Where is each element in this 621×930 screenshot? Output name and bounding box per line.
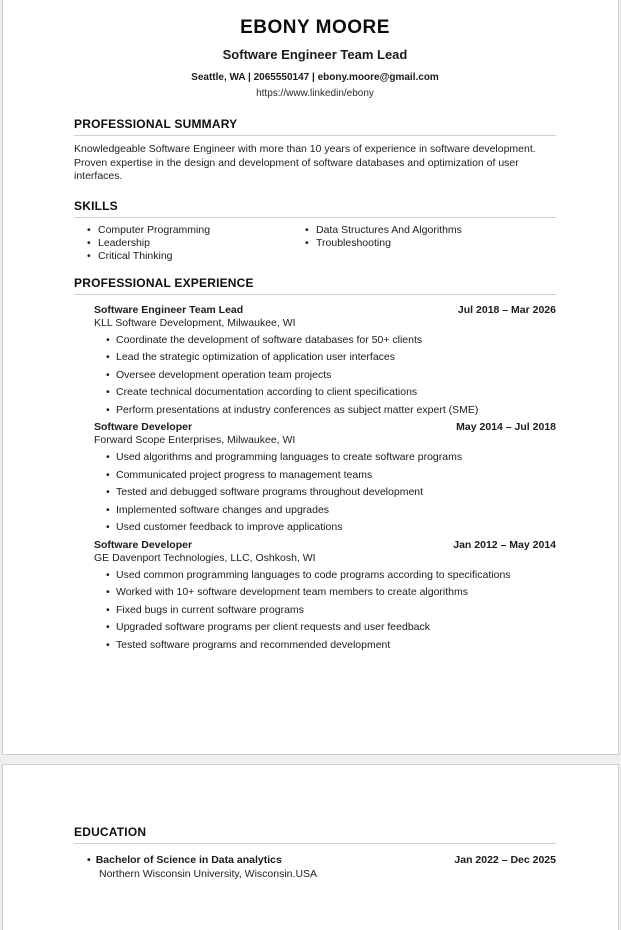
job-bullet: • Upgraded software programs per client requests and user feedback	[106, 621, 556, 634]
experience-entry-header	[94, 304, 556, 317]
education-entry	[74, 854, 556, 881]
page-2	[2, 764, 619, 930]
skills-columns	[74, 224, 556, 263]
job-title: Software Developer	[94, 538, 193, 551]
skill-item: • Leadership	[87, 237, 305, 250]
skills-column-1	[87, 224, 305, 263]
job-bullet: • Used algorithms and programming languages to create software programs	[106, 451, 556, 464]
resume-header	[74, 16, 556, 100]
page-gap	[0, 755, 621, 764]
job-bullet: • Tested and debugged software programs throughout development	[106, 486, 556, 499]
experience-entry	[94, 539, 556, 652]
job-bullet-list	[106, 334, 556, 417]
job-bullet-list	[106, 569, 556, 652]
experience-entry	[94, 304, 556, 417]
job-dates: Jan 2012 – May 2014	[453, 538, 556, 551]
summary-text: Knowledgeable Software Engineer with more than 10 years of experience in software development. Proven expertise in the design and development of software databases and optimization of user interfaces.	[74, 143, 536, 182]
job-bullet: • Lead the strategic optimization of application user interfaces	[106, 351, 556, 364]
job-bullet: • Fixed bugs in current software programs	[106, 604, 556, 617]
job-bullet: • Implemented software changes and upgrades	[106, 504, 556, 517]
contact-line: Seattle, WA | 2065550147 | ebony.moore@gmail.com	[191, 72, 439, 83]
page-1	[2, 0, 619, 755]
skill-item: • Data Structures And Algorithms	[305, 224, 523, 237]
job-company: KLL Software Development, Milwaukee, WI	[94, 316, 296, 329]
skill-item: • Troubleshooting	[305, 237, 523, 250]
experience-entry-header	[94, 421, 556, 434]
job-dates: May 2014 – Jul 2018	[456, 421, 556, 433]
job-bullet: • Create technical documentation according to client specifications	[106, 386, 556, 399]
candidate-name: EBONY MOORE	[240, 17, 390, 38]
job-bullet-list	[106, 451, 556, 534]
education-dates: Jan 2022 – Dec 2025	[454, 854, 556, 866]
job-title: Software Engineer Team Lead	[94, 303, 244, 316]
job-company: Forward Scope Enterprises, Milwaukee, WI	[94, 434, 296, 446]
job-bullet: • Communicated project progress to management teams	[106, 469, 556, 482]
job-bullet: • Tested software programs and recommended development	[106, 639, 556, 652]
job-dates: Jul 2018 – Mar 2026	[457, 303, 556, 316]
education-school: Northern Wisconsin University, Wisconsin.USA	[99, 868, 318, 880]
skills-heading: SKILLS	[74, 199, 556, 218]
skill-item: • Critical Thinking	[87, 250, 305, 263]
job-bullet: • Worked with 10+ software development team members to create algorithms	[106, 586, 556, 599]
degree-title: Bachelor of Science in Data analytics	[95, 854, 282, 866]
linkedin-link[interactable]: https://www.linkedin/ebony	[256, 88, 374, 99]
experience-heading: PROFESSIONAL EXPERIENCE	[74, 276, 556, 295]
skill-item: • Computer Programming	[87, 224, 305, 237]
experience-entry-header	[94, 539, 556, 552]
job-title: Software Developer	[94, 421, 193, 433]
job-bullet: • Perform presentations at industry conferences as subject matter expert (SME)	[106, 404, 556, 417]
experience-entry	[94, 421, 556, 534]
summary-heading: PROFESSIONAL SUMMARY	[74, 117, 556, 136]
education-entry-header	[87, 854, 556, 867]
job-bullet: • Used customer feedback to improve applications	[106, 521, 556, 534]
job-bullet: • Used common programming languages to code programs according to specifications	[106, 569, 556, 582]
job-bullet: • Coordinate the development of software databases for 50+ clients	[106, 334, 556, 347]
job-bullet: • Oversee development operation team projects	[106, 369, 556, 382]
skills-column-2	[305, 224, 523, 263]
candidate-job-title: Software Engineer Team Lead	[222, 47, 408, 62]
education-heading: EDUCATION	[74, 825, 556, 844]
bullet-marker: •	[87, 854, 91, 866]
job-company: GE Davenport Technologies, LLC, Oshkosh, WI	[94, 551, 316, 564]
